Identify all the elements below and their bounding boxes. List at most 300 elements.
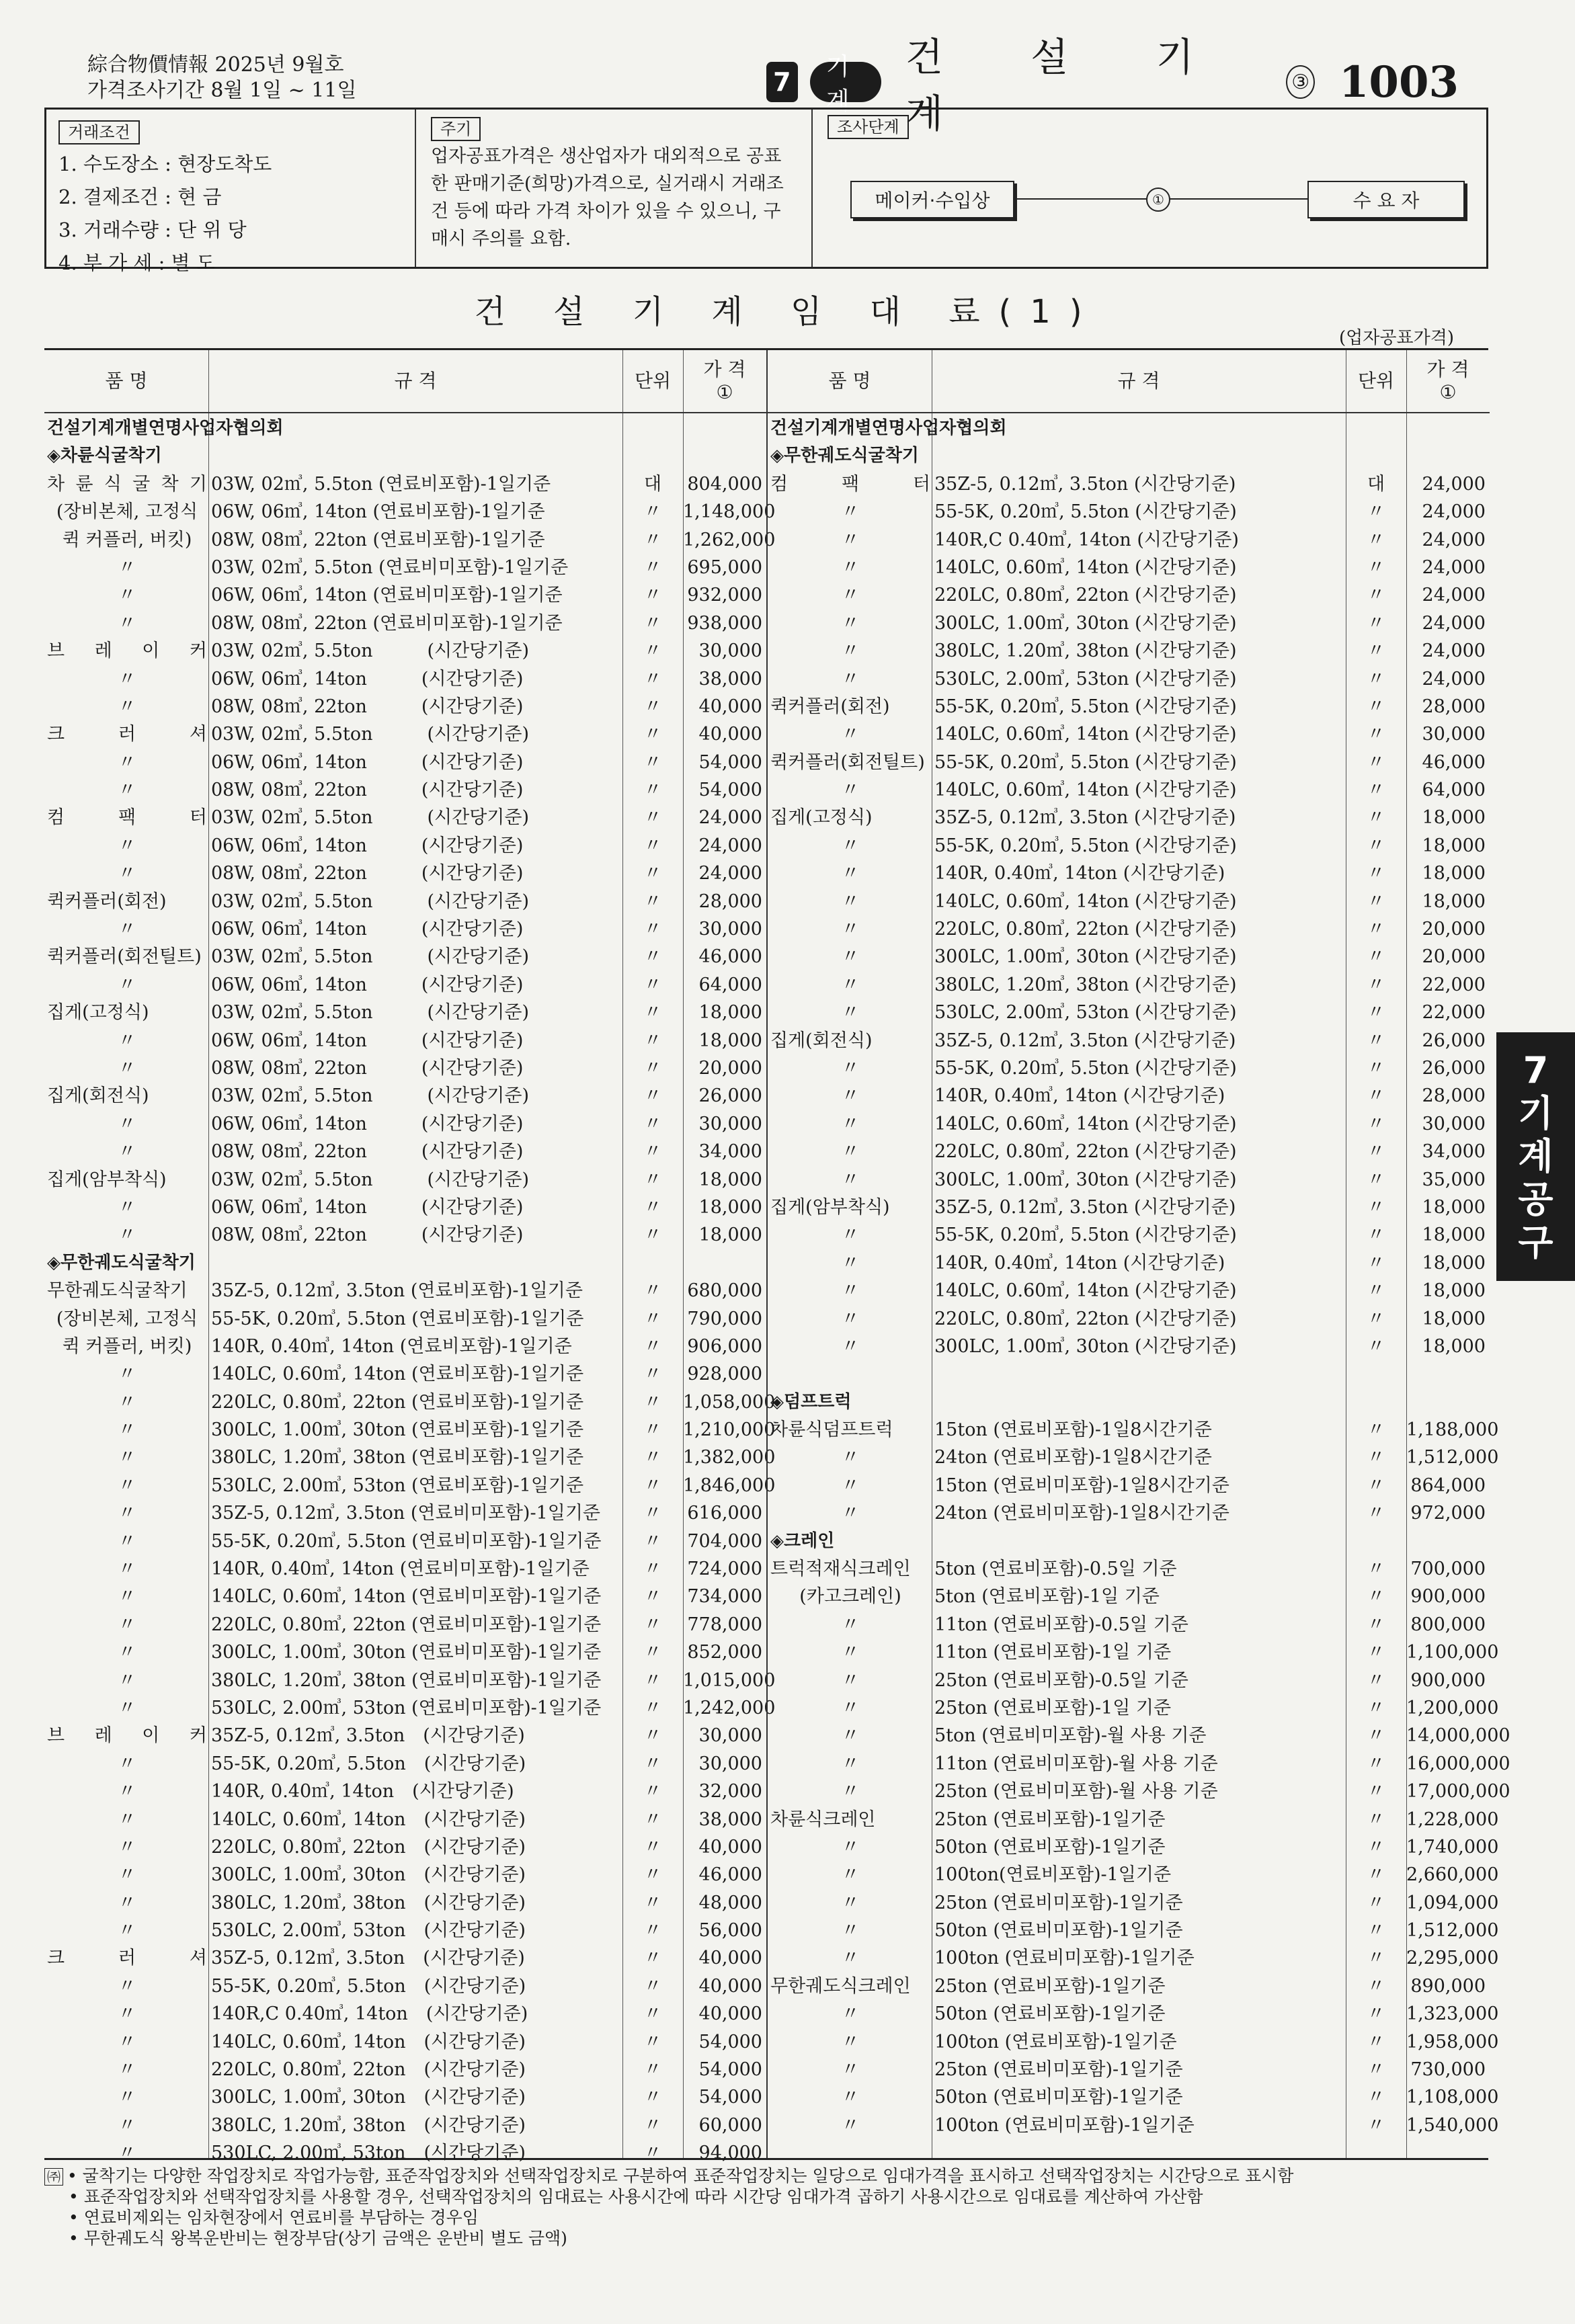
item-name: 〃	[841, 1614, 860, 1635]
item-name: 〃	[118, 1642, 136, 1663]
table-row	[768, 1583, 1490, 1610]
item-unit: 〃	[643, 1559, 662, 1580]
item-unit: 〃	[1367, 2003, 1385, 2025]
item-name: 〃	[841, 1447, 860, 1468]
item-unit: 〃	[643, 2031, 662, 2052]
item-price: 18,000	[1422, 1280, 1486, 1302]
table-row	[44, 1305, 766, 1333]
item-spec: 25ton (연료비미포함)-1일기준	[934, 1892, 1183, 1913]
table-row	[44, 804, 766, 831]
item-spec: 220LC, 0.80㎥, 22ton (연료비포함)-1일기준	[211, 1391, 584, 1413]
item-spec: 03W, 02㎥, 5.5ton (시간당기준)	[211, 1085, 529, 1107]
item-unit: 〃	[643, 807, 662, 829]
item-name: 〃	[118, 780, 136, 801]
table-row	[768, 1221, 1490, 1249]
item-price: 900,000	[1410, 1586, 1486, 1608]
item-price: 94,000	[698, 2143, 762, 2164]
item-price: 1,228,000	[1406, 1809, 1499, 1830]
item-spec: 380LC, 1.20㎥, 38ton (시간당기준)	[934, 974, 1237, 995]
item-spec: 300LC, 1.00㎥, 30ton (시간당기준)	[211, 2087, 526, 2108]
item-spec: 140R, 0.40㎥, 14ton (시간당기준)	[934, 1252, 1225, 1274]
item-unit: 〃	[1367, 1503, 1385, 1524]
item-unit: 〃	[1367, 1085, 1385, 1107]
item-name: 〃	[841, 1669, 860, 1691]
item-price: 1,100,000	[1406, 1642, 1499, 1663]
table-row	[44, 1778, 766, 1805]
item-name: 〃	[841, 2003, 860, 2025]
table-row	[768, 1333, 1490, 1360]
item-unit: 〃	[643, 2114, 662, 2136]
item-unit: 〃	[643, 1225, 662, 1246]
item-spec: 300LC, 1.00㎥, 30ton (연료비미포함)-1일기준	[211, 1642, 602, 1663]
item-name: 〃	[841, 890, 860, 912]
header-price-sub: ①	[1439, 381, 1457, 403]
table-row	[44, 1944, 766, 1972]
item-spec: 300LC, 1.00㎥, 30ton (시간당기준)	[934, 1169, 1237, 1190]
item-name: 〃	[841, 556, 860, 578]
item-unit: 〃	[1367, 1335, 1385, 1357]
item-unit: 〃	[1367, 1975, 1385, 1997]
table-row	[44, 1388, 776, 1416]
item-price: 48,000	[698, 1892, 762, 1913]
item-name: 〃	[118, 1920, 136, 1942]
condition-item: 3. 거래수량 : 단 위 당	[58, 218, 247, 241]
item-spec: 03W, 02㎥, 5.5ton (시간당기준)	[211, 1002, 529, 1024]
item-unit: 〃	[1367, 2114, 1385, 2136]
item-spec: 35Z-5, 0.12㎥, 3.5ton (시간당기준)	[934, 807, 1236, 829]
table-row	[768, 2056, 1490, 2083]
item-price: 616,000	[687, 1503, 762, 1524]
item-unit: 〃	[1367, 640, 1385, 662]
table-row	[44, 637, 766, 665]
item-spec: 220LC, 0.80㎥, 22ton (시간당기준)	[211, 1836, 526, 1858]
item-price: 906,000	[687, 1335, 762, 1357]
group-header: 건설기계개별연명사업자협의회	[770, 418, 1007, 438]
item-name: 〃	[118, 2003, 136, 2025]
item-unit: 〃	[643, 1864, 662, 1886]
item-unit: 〃	[1367, 1809, 1385, 1830]
item-name: 〃	[841, 724, 860, 745]
side-tab-char: 구	[1518, 1221, 1553, 1263]
right-rows	[768, 415, 1510, 2139]
publication-info	[87, 52, 356, 103]
item-name: 〃	[118, 1697, 136, 1718]
item-spec: 08W, 08㎥, 22ton (시간당기준)	[211, 696, 524, 717]
item-price: 730,000	[1410, 2059, 1486, 2081]
item-unit: 〃	[1367, 807, 1385, 829]
item-spec: 03W, 02㎥, 5.5ton (시간당기준)	[211, 890, 529, 912]
item-spec: 55-5K, 0.20㎥, 5.5ton (연료비포함)-1일기준	[211, 1308, 584, 1329]
table-row	[44, 610, 766, 637]
item-spec: 530LC, 2.00㎥, 53ton (연료비포함)-1일기준	[211, 1475, 584, 1496]
item-price: 804,000	[687, 473, 762, 495]
item-name: 〃	[118, 1225, 136, 1246]
item-unit: 〃	[1367, 1225, 1385, 1246]
table-row	[768, 915, 1490, 943]
item-price: 28,000	[1422, 696, 1486, 717]
item-unit: 〃	[1367, 1308, 1385, 1329]
item-spec: 140LC, 0.60㎥, 14ton (시간당기준)	[934, 1113, 1237, 1134]
item-price: 32,000	[698, 1781, 762, 1802]
item-name: 〃	[841, 1308, 860, 1329]
item-spec: 140R,C 0.40㎥, 14ton (시간당기준)	[211, 2003, 528, 2025]
item-price: 30,000	[1422, 724, 1486, 745]
item-price: 1,540,000	[1406, 2114, 1499, 2136]
table-row	[44, 2139, 766, 2167]
item-spec: 06W, 06㎥, 14ton (연료비포함)-1일기준	[211, 501, 545, 523]
item-price: 18,000	[1422, 890, 1486, 912]
item-unit: 〃	[1367, 780, 1385, 801]
item-unit: 〃	[643, 946, 662, 968]
table-row	[768, 1667, 1490, 1694]
item-price: 24,000	[1422, 640, 1486, 662]
item-price: 928,000	[687, 1364, 762, 1385]
table-row	[44, 1138, 766, 1165]
table-row	[44, 1555, 766, 1583]
item-spec: 06W, 06㎥, 14ton (시간당기준)	[211, 919, 524, 940]
table-row	[44, 1806, 766, 1833]
item-name: 〃	[841, 612, 860, 634]
item-price: 852,000	[687, 1642, 762, 1663]
item-price: 40,000	[698, 2003, 762, 2025]
table-row	[44, 1694, 776, 1722]
table-row	[44, 1082, 766, 1110]
item-unit: 〃	[643, 1586, 662, 1608]
group-header: ◈무한궤도식굴착기	[770, 446, 919, 466]
item-spec: 11ton (연료비미포함)-월 사용 기준	[934, 1753, 1218, 1774]
table-row	[768, 1889, 1499, 1917]
item-spec: 380LC, 1.20㎥, 38ton (시간당기준)	[211, 2114, 526, 2136]
side-tab-char: 계	[1518, 1135, 1553, 1177]
item-price: 1,512,000	[1406, 1447, 1499, 1468]
table-row	[768, 470, 1490, 498]
item-spec: 11ton (연료비포함)-1일 기준	[934, 1642, 1172, 1663]
trade-conditions	[46, 110, 416, 274]
item-unit: 〃	[643, 1169, 662, 1190]
item-unit: 〃	[1367, 1113, 1385, 1134]
item-spec: 380LC, 1.20㎥, 38ton (시간당기준)	[934, 640, 1237, 662]
item-price: 54,000	[698, 2031, 762, 2052]
table-row	[44, 526, 776, 554]
table-row	[768, 415, 1490, 442]
table-row	[768, 2028, 1499, 2056]
item-unit: 〃	[643, 1836, 662, 1858]
item-spec: 06W, 06㎥, 14ton (연료비미포함)-1일기준	[211, 585, 563, 606]
item-unit: 〃	[643, 1948, 662, 1969]
item-price: 18,000	[1422, 1308, 1486, 1329]
item-unit: 〃	[1367, 1419, 1385, 1441]
item-price: 20,000	[698, 1057, 762, 1079]
item-price: 24,000	[1422, 668, 1486, 690]
item-name: 무한궤도식굴착기	[47, 1280, 188, 1302]
table-row	[44, 999, 766, 1026]
item-price: 18,000	[1422, 1252, 1486, 1274]
table-row	[768, 1806, 1499, 1833]
item-spec: 15ton (연료비포함)-1일8시간기준	[934, 1419, 1212, 1441]
item-name: 〃	[118, 1669, 136, 1691]
item-unit: 〃	[643, 612, 662, 634]
table-row	[768, 1305, 1490, 1333]
item-spec: 530LC, 2.00㎥, 53ton (시간당기준)	[934, 1002, 1237, 1024]
group-header: ◈차륜식굴착기	[47, 446, 162, 466]
item-name: 〃	[118, 2059, 136, 2081]
table-row	[768, 554, 1490, 581]
item-unit: 〃	[1367, 1559, 1385, 1580]
item-spec: 220LC, 0.80㎥, 22ton (시간당기준)	[934, 1141, 1237, 1163]
item-name: 〃	[841, 1753, 860, 1774]
item-spec: 35Z-5, 0.12㎥, 3.5ton (시간당기준)	[934, 1196, 1236, 1218]
item-name: 차 륜 식 굴 착 기	[47, 473, 207, 495]
item-price: 14,000,000	[1406, 1725, 1510, 1747]
item-spec: 35Z-5, 0.12㎥, 3.5ton (시간당기준)	[934, 473, 1236, 495]
side-tab-char: 기	[1518, 1092, 1553, 1134]
header-price	[1406, 350, 1490, 412]
item-price: 20,000	[1422, 946, 1486, 968]
item-name: 〃	[841, 529, 860, 550]
side-tab-char: 7	[1523, 1049, 1549, 1091]
table-row	[44, 1889, 766, 1917]
item-unit: 〃	[643, 2003, 662, 2025]
item-spec: 24ton (연료비미포함)-1일8시간기준	[934, 1503, 1229, 1524]
item-unit: 〃	[643, 529, 662, 550]
item-price: 38,000	[698, 668, 762, 690]
item-price: 18,000	[698, 1002, 762, 1024]
table-row	[768, 581, 1490, 609]
item-name: 〃	[118, 668, 136, 690]
item-spec: 08W, 08㎥, 22ton (시간당기준)	[211, 1057, 524, 1079]
table-row	[44, 1722, 766, 1749]
item-name: 차륜식크레인	[770, 1809, 876, 1830]
item-name: 〃	[118, 1809, 136, 1830]
table-row	[44, 1027, 766, 1054]
item-price: 30,000	[1422, 1113, 1486, 1134]
left-rows	[44, 415, 776, 2167]
item-price: 26,000	[698, 1085, 762, 1107]
item-name: 〃	[841, 1113, 860, 1134]
item-unit: 〃	[643, 585, 662, 606]
item-unit: 〃	[1367, 501, 1385, 523]
item-price: 724,000	[687, 1559, 762, 1580]
item-spec: 03W, 02㎥, 5.5ton (연료비미포함)-1일기준	[211, 556, 569, 578]
table-row	[44, 915, 766, 943]
item-unit: 〃	[1367, 1781, 1385, 1802]
item-unit: 〃	[643, 1113, 662, 1134]
item-name: 〃	[118, 1391, 136, 1413]
footnote-text: • 무한궤도식 왕복운반비는 현장부담(상기 금액은 운반비 별도 금액)	[69, 2229, 567, 2248]
item-spec: 55-5K, 0.20㎥, 5.5ton (연료비미포함)-1일기준	[211, 1530, 602, 1552]
item-spec: 380LC, 1.20㎥, 38ton (연료비미포함)-1일기준	[211, 1669, 602, 1691]
item-price: 40,000	[698, 724, 762, 745]
item-unit: 〃	[1367, 1252, 1385, 1274]
item-spec: 140R,C 0.40㎥, 14ton (시간당기준)	[934, 529, 1239, 550]
item-price: 18,000	[698, 1196, 762, 1218]
item-unit: 〃	[643, 1475, 662, 1496]
item-name: 〃	[841, 863, 860, 884]
item-price: 28,000	[1422, 1085, 1486, 1107]
item-spec: 15ton (연료비미포함)-1일8시간기준	[934, 1475, 1229, 1496]
item-spec: 380LC, 1.20㎥, 38ton (연료비포함)-1일기준	[211, 1447, 584, 1468]
table-row	[44, 1638, 766, 1666]
item-unit: 〃	[643, 890, 662, 912]
item-spec: 140LC, 0.60㎥, 14ton (시간당기준)	[934, 780, 1237, 801]
item-name: (장비본체, 고정식	[56, 501, 198, 523]
item-spec: 08W, 08㎥, 22ton (시간당기준)	[211, 1141, 524, 1163]
table-row	[768, 776, 1490, 804]
item-unit: 〃	[1367, 946, 1385, 968]
table-row	[768, 1277, 1490, 1304]
table-row	[768, 2083, 1499, 2111]
item-price: 60,000	[698, 2114, 762, 2136]
item-spec: 55-5K, 0.20㎥, 5.5ton (시간당기준)	[934, 835, 1237, 856]
item-price: 28,000	[698, 890, 762, 912]
table-row	[768, 1722, 1510, 1749]
table-row	[768, 1611, 1490, 1638]
item-name: 〃	[118, 1196, 136, 1218]
table-row	[768, 1110, 1490, 1138]
header-name: 품 명	[828, 370, 871, 392]
item-price: 64,000	[1422, 780, 1486, 801]
item-unit: 〃	[643, 1530, 662, 1552]
item-price: 1,382,000	[683, 1447, 776, 1468]
item-price: 790,000	[687, 1308, 762, 1329]
item-name: 무한궤도식크레인	[770, 1975, 911, 1997]
item-spec: 100ton (연료비미포함)-1일기준	[934, 1948, 1195, 1969]
table-row	[44, 860, 766, 887]
item-price: 46,000	[698, 1864, 762, 1886]
item-price: 24,000	[1422, 501, 1486, 523]
item-spec: 55-5K, 0.20㎥, 5.5ton (시간당기준)	[934, 1057, 1237, 1079]
item-spec: 25ton (연료비미포함)-월 사용 기준	[934, 1781, 1218, 1802]
item-spec: 35Z-5, 0.12㎥, 3.5ton (연료비포함)-1일기준	[211, 1280, 583, 1302]
item-price: 40,000	[698, 1948, 762, 1969]
item-unit: 〃	[643, 1141, 662, 1163]
item-price: 18,000	[1422, 1335, 1486, 1357]
item-price: 46,000	[1422, 751, 1486, 773]
item-unit: 〃	[1367, 751, 1385, 773]
item-spec: 25ton (연료비포함)-1일 기준	[934, 1697, 1172, 1718]
table-row	[768, 442, 1490, 470]
table-row	[44, 2056, 766, 2083]
table-row	[44, 1499, 766, 1527]
item-name: 〃	[118, 1864, 136, 1886]
table-row	[44, 1917, 766, 1944]
conditions-box	[44, 108, 1488, 274]
item-price: 1,262,000	[683, 529, 776, 550]
item-unit: 〃	[643, 863, 662, 884]
item-unit: 〃	[643, 696, 662, 717]
header-unit: 단위	[634, 370, 672, 392]
table-row	[44, 1360, 766, 1388]
table-row	[768, 2112, 1499, 2139]
item-spec: 530LC, 2.00㎥, 53ton (시간당기준)	[211, 2143, 526, 2164]
item-unit: 〃	[643, 501, 662, 523]
table-row	[768, 665, 1490, 693]
note-label: 주기	[431, 117, 481, 141]
table-row	[768, 1833, 1499, 1861]
item-name: 〃	[841, 1864, 860, 1886]
page-number: 1003	[1338, 56, 1459, 108]
item-name: 〃	[118, 1030, 136, 1051]
table-header	[768, 350, 1490, 413]
item-spec: 140R, 0.40㎥, 14ton (시간당기준)	[934, 863, 1225, 884]
item-price: 24,000	[1422, 556, 1486, 578]
header-price-label: 가 격	[1426, 358, 1469, 380]
item-price: 54,000	[698, 2059, 762, 2081]
item-unit: 〃	[1367, 1280, 1385, 1302]
item-name: 〃	[841, 1085, 860, 1107]
item-spec: 50ton (연료비포함)-1일기준	[934, 2003, 1166, 2025]
item-price: 24,000	[1422, 529, 1486, 550]
header-name: 품 명	[105, 370, 148, 392]
item-spec: 06W, 06㎥, 14ton (시간당기준)	[211, 1113, 524, 1134]
item-spec: 35Z-5, 0.12㎥, 3.5ton (연료비미포함)-1일기준	[211, 1503, 600, 1524]
item-spec: 220LC, 0.80㎥, 22ton (시간당기준)	[934, 919, 1237, 940]
item-price: 40,000	[698, 696, 762, 717]
table-row	[44, 888, 766, 915]
table-row	[768, 1555, 1490, 1583]
survey-stage	[813, 110, 1488, 267]
item-unit: 〃	[1367, 1196, 1385, 1218]
item-price: 700,000	[1410, 1559, 1486, 1580]
item-name: 〃	[841, 1475, 860, 1496]
trade-conditions-label: 거래조건	[58, 120, 140, 144]
item-spec: 530LC, 2.00㎥, 53ton (연료비미포함)-1일기준	[211, 1697, 602, 1718]
item-spec: 03W, 02㎥, 5.5ton (시간당기준)	[211, 807, 529, 829]
item-price: 1,015,000	[683, 1669, 776, 1691]
item-price: 24,000	[1422, 612, 1486, 634]
item-unit: 〃	[1367, 919, 1385, 940]
table-row	[768, 1138, 1490, 1165]
item-spec: 5ton (연료비포함)-1일 기준	[934, 1586, 1160, 1608]
item-name: 컴 팩 터	[47, 807, 207, 829]
table-row	[44, 776, 766, 804]
item-price: 54,000	[698, 780, 762, 801]
item-unit: 〃	[643, 751, 662, 773]
table-row	[44, 1611, 766, 1638]
item-name: 크 러 셔	[47, 1948, 207, 1969]
item-spec: 100ton(연료비포함)-1일기준	[934, 1864, 1172, 1886]
item-unit: 〃	[1367, 668, 1385, 690]
item-name: 〃	[841, 780, 860, 801]
item-unit: 〃	[1367, 1753, 1385, 1774]
item-spec: 08W, 08㎥, 22ton (연료비미포함)-1일기준	[211, 612, 563, 634]
item-unit: 〃	[1367, 1141, 1385, 1163]
item-price: 1,188,000	[1406, 1419, 1499, 1441]
item-unit: 〃	[1367, 556, 1385, 578]
item-price: 64,000	[698, 974, 762, 995]
item-price: 1,740,000	[1406, 1836, 1499, 1858]
item-price: 1,210,000	[683, 1419, 776, 1441]
table-row	[44, 1861, 766, 1889]
item-name: 〃	[118, 1530, 136, 1552]
item-price: 1,846,000	[683, 1475, 776, 1496]
item-name: (카고크레인)	[799, 1586, 901, 1608]
table-row	[44, 720, 766, 748]
item-unit: 〃	[1367, 2031, 1385, 2052]
item-unit: 〃	[643, 1308, 662, 1329]
item-unit: 〃	[643, 1280, 662, 1302]
table-row	[44, 693, 766, 720]
table-row	[44, 1221, 766, 1249]
item-spec: 220LC, 0.80㎥, 22ton (시간당기준)	[934, 1308, 1237, 1329]
item-unit: 〃	[1367, 1864, 1385, 1886]
table-row	[768, 1973, 1490, 2000]
item-spec: 300LC, 1.00㎥, 30ton (시간당기준)	[211, 1864, 526, 1886]
item-name: 〃	[841, 1141, 860, 1163]
item-unit: 〃	[643, 1447, 662, 1468]
item-price: 2,295,000	[1406, 1948, 1499, 1969]
table-row	[768, 1249, 1490, 1277]
